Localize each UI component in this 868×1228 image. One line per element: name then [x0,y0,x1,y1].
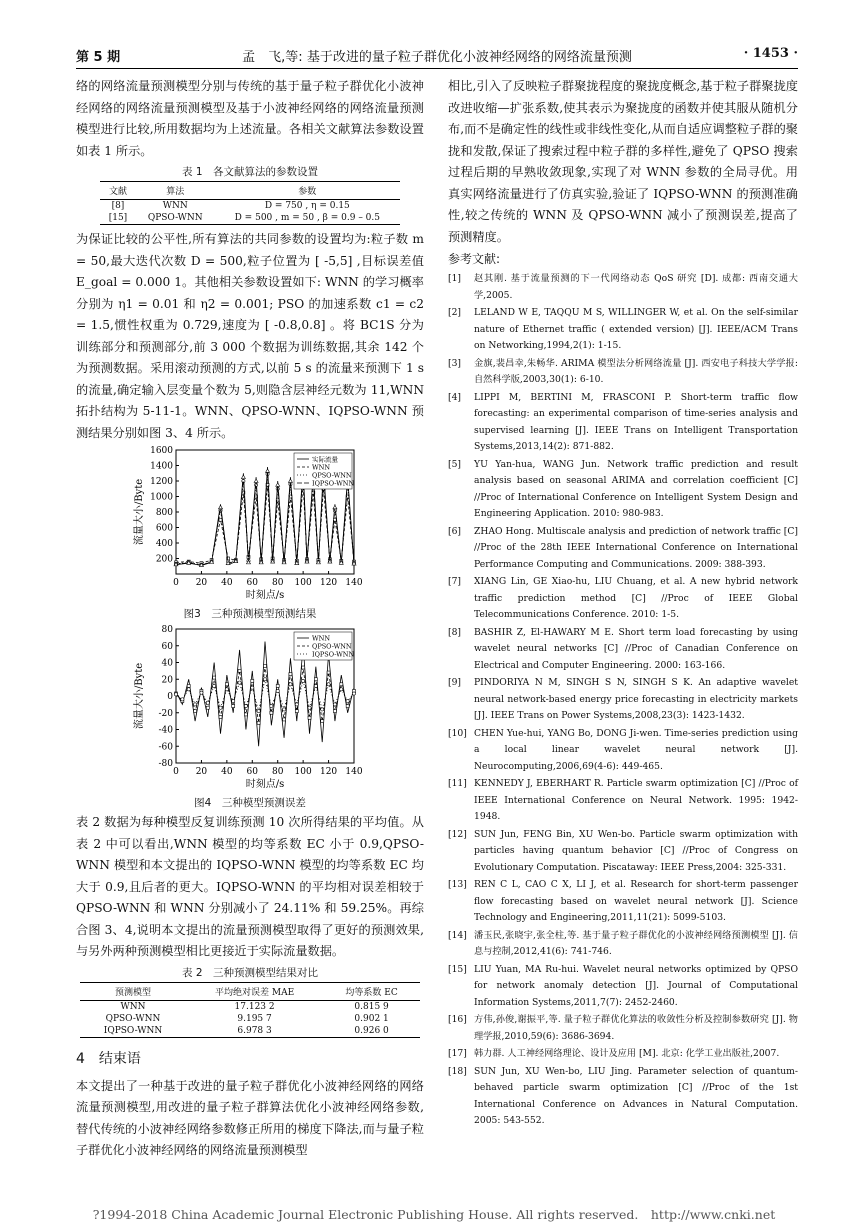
x-tick-label: 80 [271,578,284,588]
x-tick-label: 80 [271,767,284,777]
data-point [295,703,298,706]
data-point [302,679,305,682]
x-tick-label: 60 [246,767,259,777]
reference-item [448,726,798,776]
reference-text: 韩力群. 人工神经网络理论、设计及应用 [M]. 北京: 化学工业出版社,2007. [474,1048,780,1059]
data-point [238,669,241,672]
table-cell: D = 750 , η = 0.15 [264,201,350,211]
y-tick-label: 600 [155,523,173,534]
data-point [314,678,317,681]
reference-item [448,928,798,961]
figure-3-caption: 图3 三种预测模型预测结果 [183,608,317,620]
page-number: · 1453 · [743,46,798,61]
data-point [346,705,349,708]
table1-caption: 表 1 各文献算法的参数设置 [181,166,319,178]
data-point [340,688,343,691]
data-point [288,479,292,483]
reference-text: KENNEDY J, EBERHART R. Particle swarm optimization [C] //Proc of IEEE International Conference on Neural Network. 1995: 1942-1948. [474,778,798,822]
table-cell: [8] [111,201,125,211]
reference-item [448,675,798,725]
data-point [219,715,222,718]
paragraph: 本文提出了一种基于改进的量子粒子群优化小波神经网络的网络流量预测模型,用改进的量子粒子群算法优化小波神经网络参数,替代传统的小波神经网络参数修正所用的梯度下降法,而与量子粒子群优化小波神经网络的网络流量预测模型 [76,1078,424,1157]
legend-label: IQPSO-WNN [312,479,355,488]
data-point [213,684,216,687]
x-tick-label: 120 [319,578,338,588]
y-tick-label: 1200 [150,477,173,487]
reference-text: ZHAO Hong. Multiscale analysis and prediction of network traffic [C] //Proc of the 28th IEEE International Conference on International Performance Computing and Communications. 2009: 388-393. [474,525,798,570]
reference-number: [14] [448,929,467,941]
data-point [219,706,222,709]
y-tick-label: 800 [155,508,173,518]
y-tick-label: 40 [161,658,173,669]
reference-text: CHEN Yue-hui, YANG Bo, DONG Ji-wen. Time-series prediction using a local linear wavelet neural network [J]. Neurocomputing,2006,69(4-6): 449-465. [474,727,798,772]
reference-text: 金旗,裴昌幸,朱畅华. ARIMA 模型法分析网络流量 [J]. 西安电子科技大学学报: 自然科学版,2003,30(1): 6-10. [474,357,798,385]
table-cell: 17.123 2 [234,1001,275,1012]
running-header [76,42,798,69]
table2-caption: 表 2 三种预测模型结果对比 [181,966,319,979]
y-tick-label: 60 [161,641,173,652]
copyright-footer: ?1994-2018 China Academic Journal Electronic Publishing House. All rights reserved. http://www.cnki.net [92,1207,776,1222]
data-point [187,684,190,687]
table-cell: 0.926 0 [323,1025,420,1038]
reference-number: [8] [448,626,462,638]
table-2 [80,982,420,1038]
table-cell: IQPSO-WNN [80,1025,186,1038]
y-tick-label: 80 [161,625,173,635]
y-tick-label: 1400 [150,461,173,472]
data-point [321,708,324,711]
x-tick-label: 60 [246,578,259,588]
reference-number: [17] [448,1048,467,1059]
data-point [257,709,260,712]
reference-text: SUN Jun, FENG Bin, XU Wen-bo. Particle swarm optimization with particles having quantum behavior [C] //Proc of Congress on Evolutionary Computation. Piscataway: IEEE Press,2004: 325-331. [474,828,798,873]
reference-item [448,574,798,624]
reference-number: [13] [448,879,467,890]
y-tick-label: 0 [167,692,173,702]
x-tick-label: 140 [345,767,363,777]
table-row [100,212,400,225]
x-tick-label: 100 [294,767,312,777]
data-point [340,683,343,686]
data-point [283,718,286,721]
reference-item [448,1046,798,1063]
reference-text: YU Yan-hua, WANG Jun. Network traffic prediction and result analysis based on seasonal ARIMA and correlation coefficient [C] //Proc of International Conference on Intelligent System Design and Engineering Application. 2010: 980-983. [474,458,798,519]
data-point [295,710,298,713]
data-point [276,483,280,487]
data-point [257,721,260,724]
data-point [219,505,223,509]
legend-label: WNN [312,463,331,472]
data-point [333,703,336,706]
data-point [232,705,235,708]
table-row [80,1013,420,1025]
reference-number: [15] [448,963,467,975]
data-point [263,678,266,681]
table-header-cell: 算法 [136,182,215,200]
data-point [266,469,270,473]
reference-item [448,457,798,523]
data-point [333,505,337,509]
table-cell: WNN [120,1001,146,1012]
reference-text: PINDORIYA N M, SINGH S N, SINGH S K. An adaptive wavelet neural network-based energy price forecasting in electricity markets [J]. IEEE Trans on Power Systems,2008,23(3): 1423-1432. [474,677,798,721]
y-tick-label: 1600 [150,446,173,456]
reference-text: 潘玉民,张晓宇,张全柱,等. 基于量子粒子群优化的小波神经网络预测模型 [J]. 信息与控制,2012,41(6): 741-746. [474,929,798,957]
table-row [80,1025,420,1038]
reference-number: [18] [448,1065,467,1077]
reference-text: 方伟,孙俊,谢振平,等. 量子粒子群优化算法的收敛性分析及控制参数研究 [J]. 物理学报,2010,59(6): 3686-3694. [474,1014,798,1042]
y-axis-label: 流量大小/Byte [134,662,145,730]
table-cell: QPSO-WNN [105,1013,161,1024]
reference-text: LIU Yuan, MA Ru-hui. Wavelet neural networks optimized by QPSO for network anomaly detection [J]. Journal of Computational Information Systems,2011,7(7): 2452-2460. [474,963,798,1008]
table-header-cell: 均等系数 EC [323,982,420,1000]
reference-number: [2] [448,307,462,318]
data-point [346,699,349,702]
table-cell: QPSO-WNN [136,212,215,225]
reference-item [448,827,798,877]
x-tick-label: 0 [173,578,179,588]
table-header-cell: 参数 [215,182,400,200]
y-tick-label: -60 [158,742,173,753]
table-header-cell: 预测模型 [80,982,186,1000]
data-point [289,673,292,676]
reference-item [448,305,798,355]
reference-number: [12] [448,828,467,840]
table-header-cell: 平均绝对误差 MAE [186,982,323,1000]
y-tick-label: 1000 [150,492,173,503]
y-tick-label: -80 [158,759,173,769]
y-tick-label: -40 [158,725,173,736]
table-row [80,1000,420,1013]
reference-item [448,1064,798,1130]
reference-list [448,271,798,1130]
data-point [206,706,209,709]
table-cell: 0.815 9 [354,1001,389,1012]
reference-item [448,390,798,456]
legend-label: 实际流量 [312,455,338,464]
y-tick-label: 20 [161,675,173,686]
issue-number: 第 5 期 [76,50,121,65]
table-cell: 6.978 3 [186,1025,323,1038]
x-tick-label: 40 [221,578,233,588]
reference-item [448,877,798,927]
paragraph: 表 2 数据为每种模型反复训练预测 10 次所得结果的平均值。从表 2 中可以看出,WNN 模型的均等系数 EC 小于 0.9,QPSO-WNN 模型和本文提出的 IQPSO-WNN 模型的均等系数 EC 均大于 0.9,且后者的更大。IQPSO-WNN 的平均相对误差相较于 QPSO-WNN 和 WNN 分别减小了 24.11% 和 59.25%。再综合图 3、4,说明本文提出的流量预测模型取得了更好的预测效果,与另外两种预测模型相比更接近于实际流量数据。 [76,815,424,958]
data-point [270,711,273,714]
paragraph: 相比,引入了反映粒子群聚拢程度的聚拢度概念,基于粒子群聚拢度改进收缩—扩张系数,使其表示为聚拢度的函数并使其服从随机分布,而不是确定性的线性或非线性变化,从而自适应调整粒子群的聚拢和发散,保证了搜索过程中粒子群的多样性,避免了 QPSO 搜索过程后期的早熟收敛现象,实现了对 WNN 参数的全局寻优。用真实网络流量进行了仿真实验,验证了 IQPSO-WNN 的预测准确性,较之传统的 WNN 及 QPSO-WNN 减小了预测误差,提高了预测精度。 [448,79,798,244]
x-tick-label: 20 [195,767,208,777]
reference-item [448,962,798,1012]
reference-number: [5] [448,458,462,470]
data-point [251,686,254,689]
data-point [232,699,235,702]
reference-item [448,776,798,826]
reference-text: LIPPI M, BERTINI M, FRASCONI P. Short-term traffic flow forecasting: an experimental comparison of time-series analysis and supervised learning [J]. IEEE Trans on Intelligent Transportation Systems,2013,14(2): 871-882. [474,391,798,452]
data-point [241,475,245,479]
data-point [244,704,247,707]
reference-item [448,356,798,389]
reference-number: [1] [448,273,462,284]
table-cell: WNN [162,201,188,211]
table-header-cell: 文献 [100,182,136,200]
data-point [251,679,254,682]
data-point [352,692,355,695]
x-tick-label: 100 [294,578,312,588]
reference-number: [11] [448,778,467,789]
data-point [213,676,216,679]
x-axis-label: 时刻点/s [245,779,285,790]
data-point [244,713,247,716]
table-cell: 9.195 7 [237,1013,272,1024]
data-point [276,689,279,692]
x-tick-label: 40 [221,767,233,777]
reference-item [448,271,798,304]
data-point [308,716,311,719]
x-tick-label: 140 [345,578,363,588]
data-point [270,704,273,707]
data-point [206,701,209,704]
reference-text: XIANG Lin, GE Xiao-hu, LIU Chuang, et al. A new hybrid network traffic prediction method [C] //Proc of IEEE Global Telecommunications Conference. 2010: 1-5. [474,576,798,620]
paragraph: 为保证比较的公平性,所有算法的共同参数的设置均为:粒子数 m = 50,最大迭代次数 D = 500,粒子位置为 [ -5,5] ,目标误差值 E_goal = 0.000 1。其他相关参数设置如下: WNN 的学习概率分别为 η1 = 0.01 和 η2 = 0.001; PSO 的加速系数 c1 = c2 = 1.5,惯性权重为 0.729,速度为 [ -0.8,0.8] 。将 BC1S 分为训练部分和预测部分,前 3 000 个数据为训练数据,其余 142 个为预测数据。采用滚动预测的方式,以前 5 s 的流量来预测下 1 s 的流量,确定输入层变量个数为 5,则隐含层神经元数为 11,WNN 拓扑结构为 5-11-1。WNN、QPSO-WNN、IQPSO-WNN 预测结果分别如图 3、4 所示。 [76,232,424,440]
data-point [314,684,317,687]
references-heading: 参考文献: [448,252,501,266]
section-heading: 4 结束语 [76,1050,141,1067]
reference-number: [10] [448,727,467,739]
data-point [308,706,311,709]
reference-item [448,625,798,675]
legend-label: QPSO-WNN [312,471,352,480]
legend-label: IQPSO-WNN [312,650,355,659]
reference-number: [9] [448,677,462,688]
reference-text: REN C L, CAO C X, LI J, et al. Research for short-term passenger flow forecasting based on wavelet neural network [J]. Science Technology and Engineering,2011,11(21): 5099-5103. [474,879,798,923]
running-title: 孟 飞,等: 基于改进的量子粒子群优化小波神经网络的网络流量预测 [242,50,632,65]
reference-number: [7] [448,576,462,587]
legend-label: WNN [312,634,331,643]
right-column [448,76,798,1131]
table-row [100,200,400,213]
table-cell: D = 500 , m = 50 , β = 0.9 – 0.5 [215,212,400,225]
data-point [289,683,292,686]
data-point [327,683,330,686]
reference-text: 赵其刚. 基于流量预测的下一代网络动态 QoS 研究 [D]. 成都: 西南交通大学,2005. [474,273,798,301]
reference-number: [16] [448,1014,467,1025]
x-tick-label: 0 [173,767,179,777]
data-point [327,671,330,674]
legend-label: QPSO-WNN [312,642,352,651]
x-tick-label: 120 [319,767,338,777]
reference-item [448,524,798,574]
reference-number: [6] [448,525,462,537]
data-point [187,688,190,691]
table-cell: [15] [100,212,136,225]
data-point [302,666,305,669]
data-point [194,710,197,713]
y-tick-label: -20 [158,708,173,719]
reference-item [448,1012,798,1045]
table-cell: 0.902 1 [354,1013,389,1024]
data-point [174,693,177,696]
table-1 [100,181,400,225]
data-point [193,703,196,706]
data-point [282,708,285,711]
data-point [225,683,228,686]
data-point [238,681,241,684]
paragraph: 络的网络流量预测模型分别与传统的基于量子粒子群优化小波神经网络的网络流量预测模型及基于小波神经网络的网络流量预测模型进行比较,所用数据均为上述流量。各相关文献算法参数设置如表 1 所示。 [76,79,424,158]
reference-text: BASHIR Z, El-HAWARY M E. Short term load forecasting by using wavelet neural networks [C] //Proc of Canadian Conference on Electrical and Computer Engineering. 2000: 163-166. [474,626,798,671]
reference-text: SUN Jun, XU Wen-bo, LIU Jing. Parameter selection of quantum-behaved particle swarm optimization [C] //Proc of the 1st International Conference on Advances in Natural Computation. 2005: 543-552. [474,1065,798,1126]
figure-4-caption: 图4 三种模型预测误差 [194,797,306,809]
data-point [321,720,324,723]
data-point [333,710,336,713]
data-point [276,684,279,687]
x-axis-label: 时刻点/s [245,590,285,601]
data-point [254,479,258,483]
y-tick-label: 400 [155,539,173,549]
data-point [200,691,203,694]
x-tick-label: 20 [195,578,208,588]
reference-number: [3] [448,357,462,369]
left-column [76,76,424,1162]
y-tick-label: 200 [155,554,173,565]
y-axis-label: 流量大小/Byte [134,478,145,546]
data-point [225,688,228,691]
data-point [264,664,267,667]
reference-number: [4] [448,391,462,403]
figure-4-chart [76,623,424,793]
reference-text: LELAND W E, TAQQU M S, WILLINGER W, et al. On the self-similar nature of Ethernet traffic ( extended version) [J]. IEEE/ACM Trans on Networking,1994,2(1): 1-15. [474,307,798,351]
data-point [181,698,184,701]
figure-3-chart [76,444,424,604]
